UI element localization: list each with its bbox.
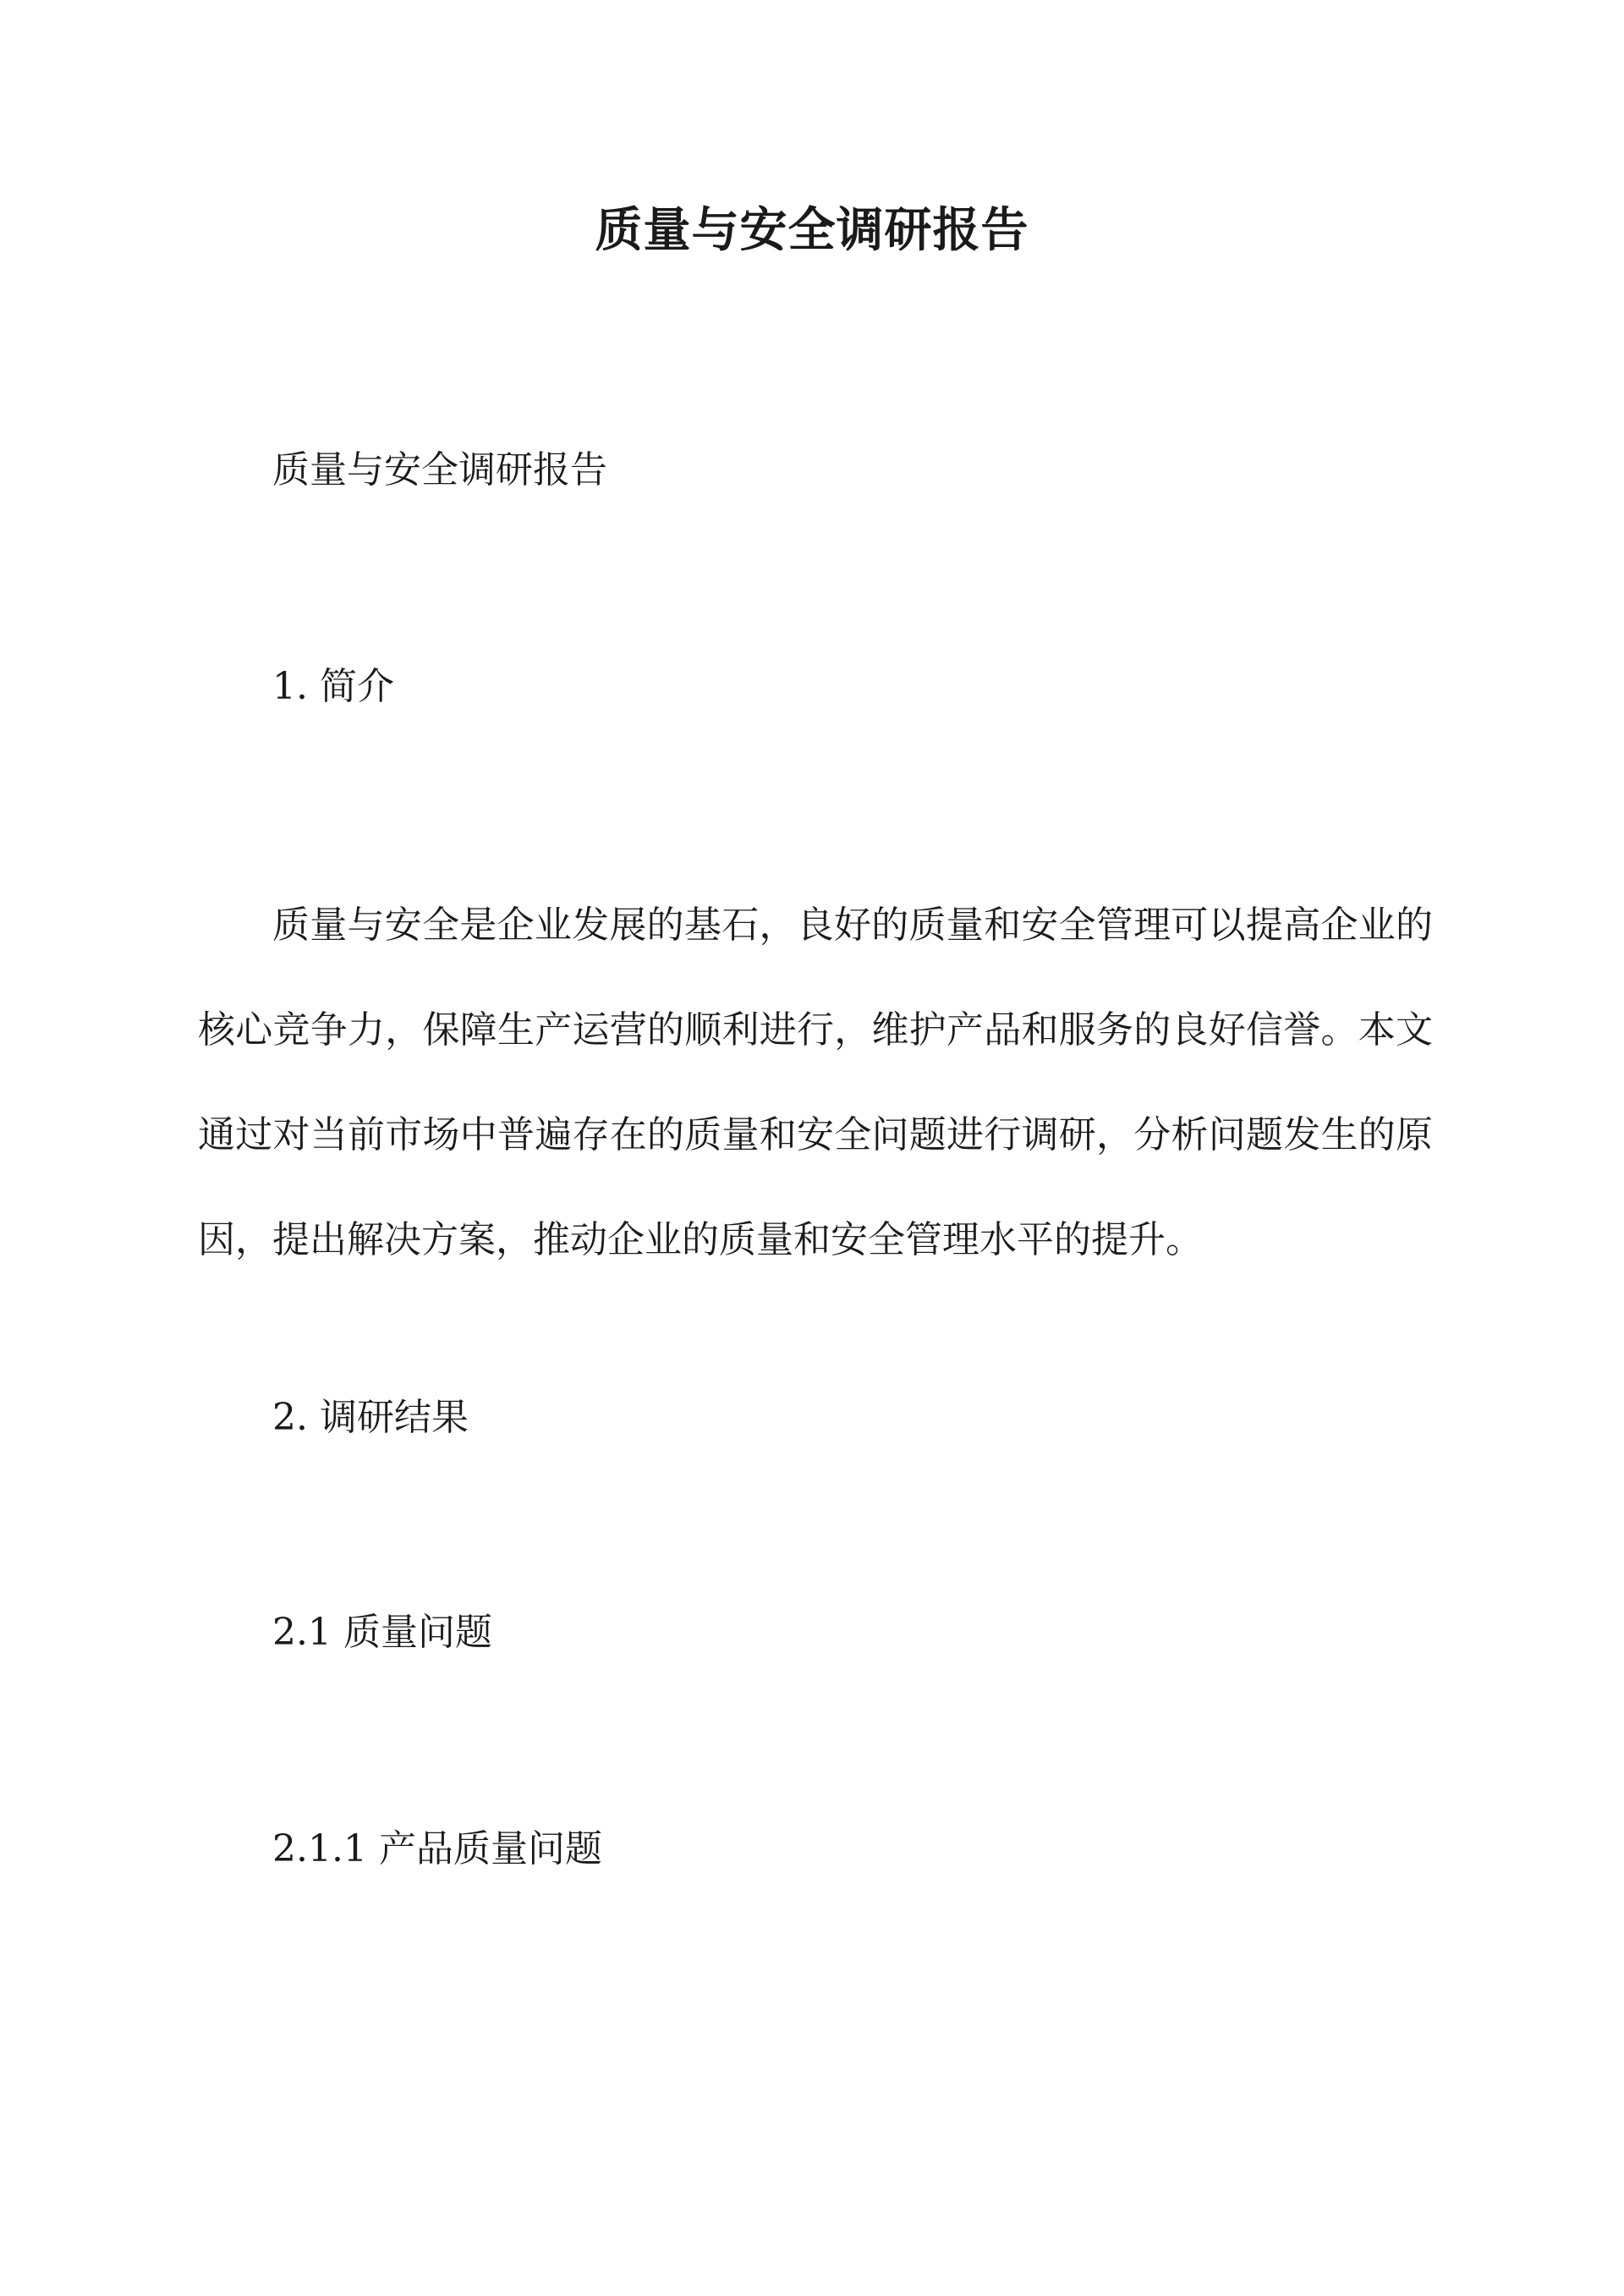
intro-paragraph: 质量与安全是企业发展的基石，良好的质量和安全管理可以提高企业的核心竞争力，保障生产运营的顺利进行，维护产品和服务的良好信誉。本文通过对当前市场中普遍存在的质量和安全问题进行调研，分析问题发生的原因，提出解决方案，推动企业的质量和安全管理水平的提升。 <box>198 904 1433 1261</box>
section-heading-2: 2. 调研结果 <box>272 1396 469 1439</box>
document-title: 质量与安全调研报告 <box>595 202 1029 258</box>
section-heading-2-1: 2.1 质量问题 <box>272 1611 492 1654</box>
document-subtitle: 质量与安全调研报告 <box>272 448 607 492</box>
section-heading-1: 1. 简介 <box>272 665 394 708</box>
section-heading-2-1-1: 2.1.1 产品质量问题 <box>272 1827 602 1870</box>
